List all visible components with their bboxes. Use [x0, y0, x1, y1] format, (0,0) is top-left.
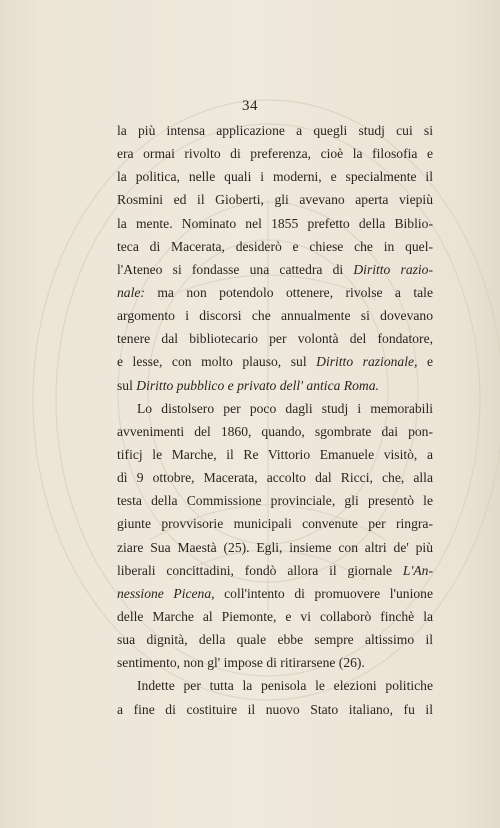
- text-line: [117, 605, 433, 628]
- text-segment: testa della Commissione provinciale, gli presentò le: [117, 493, 433, 509]
- text-segment: sua dignità, della quale ebbe sempre altissimo il: [117, 632, 433, 648]
- text-segment: sentimento, non gl' impose di ritirarsene (26).: [117, 655, 365, 671]
- italic-text: Diritto razio-: [353, 261, 433, 277]
- text-segment: tificj le Marche, il Re Vittorio Emanuele visitò, a: [117, 446, 433, 462]
- text-line: [117, 258, 433, 281]
- text-segment: l'Ateneo si fondasse una cattedra di: [117, 261, 354, 277]
- text-line: [117, 698, 433, 721]
- text-segment: ma non potendolo ottenere, rivolse a tale: [144, 284, 433, 300]
- text-line: [117, 142, 433, 165]
- text-segment: e: [417, 354, 433, 370]
- text-segment: Indette per tutta la penisola le elezioni politiche: [137, 678, 433, 694]
- text-line: [117, 397, 433, 420]
- text-segment: argomento i discorsi che annualmente si dovevano: [117, 308, 433, 324]
- text-line: [117, 281, 433, 304]
- text-line: [117, 304, 433, 327]
- text-segment: avvenimenti del 1860, quando, sgombrate dai pon-: [117, 423, 433, 439]
- text-line: [117, 212, 433, 235]
- text-segment: liberali concittadini, fondò allora il giornale: [117, 562, 403, 578]
- text-segment: teca di Macerata, desiderò e chiese che in quel-: [117, 238, 433, 254]
- page-number: 34: [242, 98, 258, 114]
- italic-text: nale:: [117, 284, 145, 300]
- text-segment: ziare Sua Maestà (25). Egli, insieme con altri de' più: [117, 539, 433, 555]
- body-text: [117, 119, 433, 721]
- text-line: [117, 119, 433, 142]
- italic-text: L'An-: [402, 562, 433, 578]
- text-segment: Lo distolsero per poco dagli studj i memorabili: [137, 400, 433, 416]
- text-segment: Rosmini ed il Gioberti, gli avevano aperta viepiù: [117, 192, 433, 208]
- text-line: [117, 443, 433, 466]
- text-segment: la mente. Nominato nel 1855 prefetto della Biblio-: [117, 215, 433, 231]
- text-segment: era ormai rivolto di preferenza, cioè la filosofia e: [117, 146, 433, 162]
- italic-text: Diritto pubblico e privato dell' antica Roma.: [136, 377, 379, 393]
- text-segment: dì 9 ottobre, Macerata, accolto dal Ricci, che, alla: [117, 470, 433, 486]
- text-line: [117, 559, 433, 582]
- text-segment: a fine di costituire il nuovo Stato italiano, fu il: [117, 701, 433, 717]
- italic-text: nessione Picena,: [117, 585, 215, 601]
- text-segment: la politica, nelle quali i moderni, e specialmente il: [117, 169, 433, 185]
- text-line: [117, 536, 433, 559]
- text-line: [117, 674, 433, 697]
- text-segment: la più intensa applicazione a quegli studj cui si: [117, 123, 433, 138]
- text-segment: sul: [117, 377, 137, 393]
- text-segment: e lesse, con molto plauso, sul: [117, 354, 317, 370]
- text-segment: tenere dal bibliotecario per volontà del fondatore,: [117, 331, 433, 347]
- text-segment: coll'intento di promuovere l'unione: [214, 585, 433, 601]
- text-line: [117, 420, 433, 443]
- text-segment: giunte provvisorie municipali convenute per ringra-: [117, 516, 433, 532]
- text-line: [117, 512, 433, 535]
- italic-text: Diritto razionale,: [316, 354, 418, 370]
- text-line: [117, 628, 433, 651]
- text-line: [117, 235, 433, 258]
- text-line: [117, 327, 433, 350]
- text-line: [117, 350, 433, 373]
- text-line: [117, 374, 433, 397]
- text-line: [117, 466, 433, 489]
- text-segment: delle Marche al Piemonte, e vi collaborò finchè la: [117, 608, 433, 624]
- text-line: [117, 489, 433, 512]
- text-line: [117, 651, 433, 674]
- text-line: [117, 165, 433, 188]
- text-line: [117, 188, 433, 211]
- text-line: [117, 582, 433, 605]
